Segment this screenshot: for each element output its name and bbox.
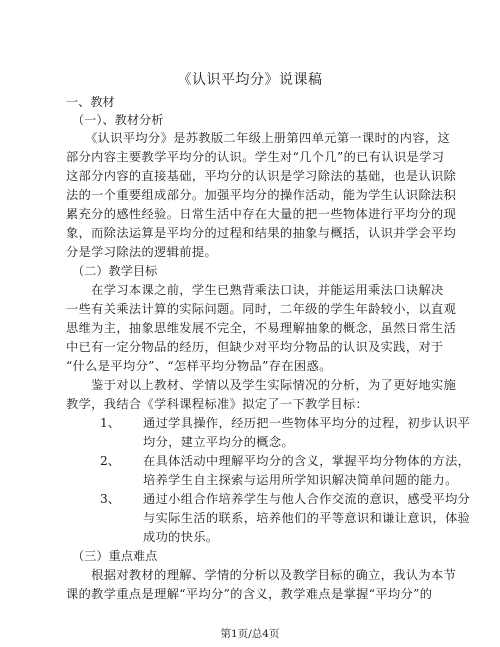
paragraph-line: 思维为主，抽象思维发展不完全，不易理解抽象的概念，虽然日常生活 <box>66 321 457 335</box>
section-heading-textbook: 一、教材 <box>66 95 115 109</box>
goal-number: 3、 <box>100 492 120 506</box>
paragraph-line: 教学，我结合《学科课程标准》拟定了一下教学目标： <box>66 397 369 411</box>
goal-line: 通过学具操作，经历把一些物体平均分的过程，初步认识平 <box>143 416 471 430</box>
paragraph-line: 一些有关乘法计算的实际问题。同时，二年级的学生年龄较小，以直观 <box>66 302 457 316</box>
paragraph-line: “什么是平均分”、“怎样平均分物品”存在困惑。 <box>66 359 332 373</box>
paragraph-line: 根据对教材的理解、学情的分析以及教学目标的确立，我认为本节 <box>66 568 457 582</box>
paragraph-line: 鉴于对以上教材、学情以及学生实际情况的分析，为了更好地实施 <box>66 378 457 392</box>
paragraph-line: 中已有一定分物品的经历，但缺少对平均分物品的认识及实践，对于 <box>66 340 444 354</box>
goal-line: 均分，建立平均分的概念。 <box>143 435 295 449</box>
paragraph-line: 课的教学重点是理解“平均分”的含义，教学难点是掌握“平均分”的 <box>66 587 433 601</box>
subsection-heading-objectives: （二）教学目标 <box>72 264 158 278</box>
subsection-heading-analysis: （一）、教材分析 <box>72 113 164 127</box>
goal-line: 与实际生活的联系，培养他们的平等意识和谦让意识，体验 <box>143 511 471 525</box>
goal-line: 成功的快乐。 <box>143 530 219 544</box>
paragraph-line: 累充分的感性经验。日常生活中存在大量的把一些物体进行平均分的现 <box>66 207 457 221</box>
goal-number: 1、 <box>100 416 120 430</box>
paragraph-line: 分是学习除法的逻辑前提。 <box>66 245 218 259</box>
goal-number: 2、 <box>100 454 120 468</box>
paragraph-line: 象，而除法运算是平均分的过程和结果的抽象与概括，认识并学会平均 <box>66 226 457 240</box>
subsection-heading-key-points: （三）重点难点 <box>72 549 158 563</box>
paragraph-line: 《认识平均分》是苏教版二年级上册第四单元第一课时的内容，这 <box>66 131 451 145</box>
paragraph-line: 法的一个重要组成部分。加强平均分的操作活动，能为学生认识除法积 <box>66 188 457 202</box>
paragraph-line: 部分内容主要教学平均分的认识。学生对“几个几”的已有认识是学习 <box>66 150 445 164</box>
page-footer: 第1页/总4页 <box>220 628 280 640</box>
paragraph-line: 这部分内容的直接基础，平均分的认识是学习除法的基础，也是认识除 <box>66 169 457 183</box>
goal-line: 通过小组合作培养学生与他人合作交流的意识，感受平均分 <box>143 492 471 506</box>
paragraph-line: 在学习本课之前，学生已熟背乘法口诀，并能运用乘法口诀解决 <box>66 283 444 297</box>
document-title: 《认识平均分》说课稿 <box>177 72 323 88</box>
goal-line: 培养学生自主探索与运用所学知识解决简单问题的能力。 <box>143 473 458 487</box>
goal-line: 在具体活动中理解平均分的含义，掌握平均分物体的方法， <box>143 454 471 468</box>
